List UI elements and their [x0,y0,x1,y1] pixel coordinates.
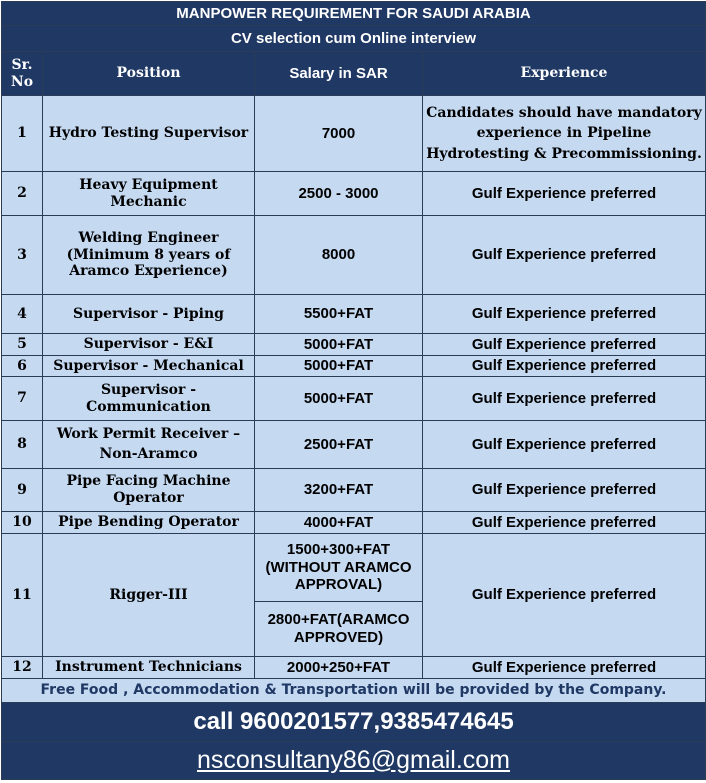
table-row [2,512,706,534]
benefits-row [2,679,706,703]
column-header-row [2,52,706,96]
position-line: Work Permit Receiver – [56,426,241,443]
contact-email-cell [2,742,706,780]
salary-cell: 1500+300+FAT (WITHOUT ARAMCO APPROVAL) [255,534,423,602]
salary-cell: 2500 - 3000 [255,172,423,216]
benefits-note: Free Food , Accommodation & Transportation will be provided by the Company. [2,679,706,703]
table-row [2,356,706,377]
table-row [2,377,706,421]
salary-cell: 2000+250+FAT [255,657,423,679]
salary-cell: 7000 [255,96,423,172]
email-row [2,742,706,780]
position-header: Position [43,52,255,96]
table-row [2,172,706,216]
experience-cell: Gulf Experience preferred [423,469,706,512]
poster-subtitle: CV selection cum Online interview [2,26,706,52]
salary-cell: 5000+FAT [255,334,423,356]
salary-cell: 5500+FAT [255,295,423,334]
position-cell: Instrument Technicians [43,657,255,679]
sr-no-cell: 9 [2,469,43,512]
position-cell: Welding Engineer (Minimum 8 years of Aramco Experience) [43,216,255,295]
sr-no-cell: 6 [2,356,43,377]
table-row [2,96,706,172]
position-cell: Hydro Testing Supervisor [43,96,255,172]
sr-no-cell: 4 [2,295,43,334]
position-cell: Supervisor - Communication [43,377,255,421]
table-row [2,334,706,356]
salary-cell: 5000+FAT [255,356,423,377]
experience-cell: Gulf Experience preferred [423,377,706,421]
table-row [2,295,706,334]
salary-cell: 3200+FAT [255,469,423,512]
position-line: Non-Aramco [99,446,198,462]
sr-no-cell: 8 [2,421,43,469]
position-cell: Rigger-III [43,534,255,657]
table-row [2,469,706,512]
salary-header: Salary in SAR [255,52,423,96]
experience-cell: Gulf Experience preferred [423,657,706,679]
salary-cell: 4000+FAT [255,512,423,534]
sr-no-header [2,52,43,96]
experience-cell: Candidates should have mandatory experience in Pipeline Hydrotesting & Precommissioning. [423,96,706,172]
sr-header-line1: Sr. [11,56,33,73]
position-cell: Supervisor - Piping [43,295,255,334]
sr-no-cell: 10 [2,512,43,534]
salary-cell: 2500+FAT [255,421,423,469]
sr-header-line2: No [10,73,34,90]
experience-cell: Gulf Experience preferred [423,421,706,469]
contact-phone: call 9600201577,9385474645 [2,703,706,742]
sr-no-cell: 5 [2,334,43,356]
position-cell [43,421,255,469]
manpower-table [1,1,706,780]
table-row [2,657,706,679]
sr-no-cell: 11 [2,534,43,657]
sr-no-cell: 2 [2,172,43,216]
title-row [2,2,706,26]
position-cell: Pipe Bending Operator [43,512,255,534]
table-row [2,216,706,295]
salary-cell: 2800+FAT(ARAMCO APPROVED) [255,602,423,657]
subtitle-row [2,26,706,52]
position-cell: Heavy Equipment Mechanic [43,172,255,216]
experience-cell: Gulf Experience preferred [423,295,706,334]
experience-cell: Gulf Experience preferred [423,356,706,377]
poster-title: MANPOWER REQUIREMENT FOR SAUDI ARABIA [2,2,706,26]
sr-no-cell: 1 [2,96,43,172]
salary-cell: 8000 [255,216,423,295]
table-row [2,421,706,469]
sr-no-cell: 7 [2,377,43,421]
experience-cell: Gulf Experience preferred [423,334,706,356]
sr-no-cell: 3 [2,216,43,295]
experience-cell: Gulf Experience preferred [423,512,706,534]
experience-header: Experience [423,52,706,96]
contact-email-link[interactable]: nsconsultany86@gmail.com [196,745,511,774]
salary-cell: 5000+FAT [255,377,423,421]
experience-cell: Gulf Experience preferred [423,216,706,295]
position-cell: Supervisor - Mechanical [43,356,255,377]
sr-no-cell: 12 [2,657,43,679]
experience-cell: Gulf Experience preferred [423,534,706,657]
phone-row [2,703,706,742]
table-row [2,534,706,602]
position-cell: Pipe Facing Machine Operator [43,469,255,512]
position-cell: Supervisor - E&I [43,334,255,356]
experience-cell: Gulf Experience preferred [423,172,706,216]
